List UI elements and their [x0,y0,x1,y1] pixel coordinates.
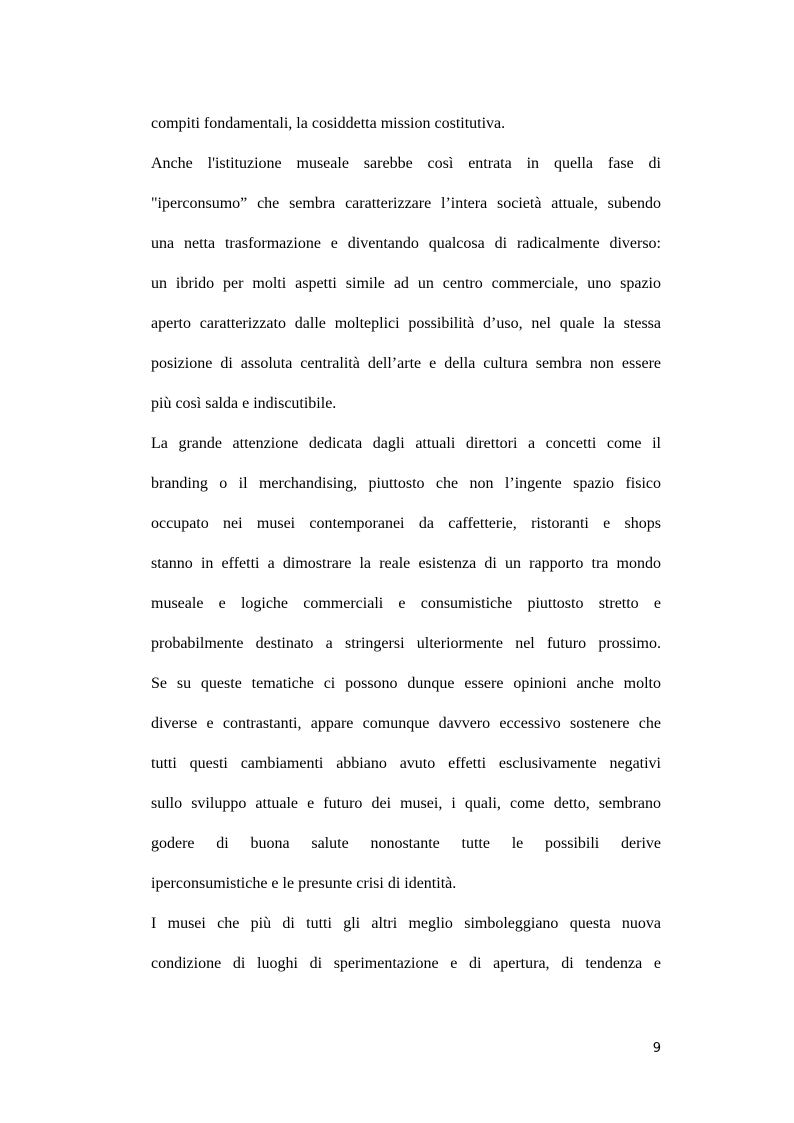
text-line: La grande attenzione dedicata dagli attuali direttori a concetti come il [151,435,661,452]
text-line: probabilmente destinato a stringersi ulteriormente nel futuro prossimo. [151,635,661,652]
text-line: I musei che più di tutti gli altri meglio simboleggiano questa nuova [151,915,661,932]
text-line: Se su queste tematiche ci possono dunque essere opinioni anche molto [151,675,661,692]
text-line: Anche l'istituzione museale sarebbe così entrata in quella fase di [151,155,661,172]
body-text [151,110,661,990]
text-line: branding o il merchandising, piuttosto che non l’ingente spazio fisico [151,475,661,492]
text-line: iperconsumistiche e le presunte crisi di identità. [151,875,457,892]
text-line: tutti questi cambiamenti abbiano avuto effetti esclusivamente negativi [151,755,661,772]
text-line: condizione di luoghi di sperimentazione e di apertura, di tendenza e [151,955,661,972]
text-line: un ibrido per molti aspetti simile ad un centro commerciale, uno spazio [151,275,661,292]
text-line: aperto caratterizzato dalle molteplici possibilità d’uso, nel quale la stessa [151,315,661,332]
text-line: stanno in effetti a dimostrare la reale esistenza di un rapporto tra mondo [151,555,661,572]
page-number: 9 [652,1041,661,1056]
text-line: "iperconsumo” che sembra caratterizzare l’intera società attuale, subendo [151,195,661,212]
text-line: compiti fondamentali, la cosiddetta mission costitutiva. [151,115,506,132]
text-line: più così salda e indiscutibile. [151,395,337,412]
text-line: museale e logiche commerciali e consumistiche piuttosto stretto e [151,595,661,612]
text-line: sullo sviluppo attuale e futuro dei musei, i quali, come detto, sembrano [151,795,661,812]
text-line: godere di buona salute nonostante tutte le possibili derive [151,835,661,852]
text-line: occupato nei musei contemporanei da caffetterie, ristoranti e shops [151,515,661,532]
text-line: diverse e contrastanti, appare comunque davvero eccessivo sostenere che [151,715,661,732]
text-line: posizione di assoluta centralità dell’arte e della cultura sembra non essere [151,355,661,372]
text-line: una netta trasformazione e diventando qualcosa di radicalmente diverso: [151,235,661,252]
